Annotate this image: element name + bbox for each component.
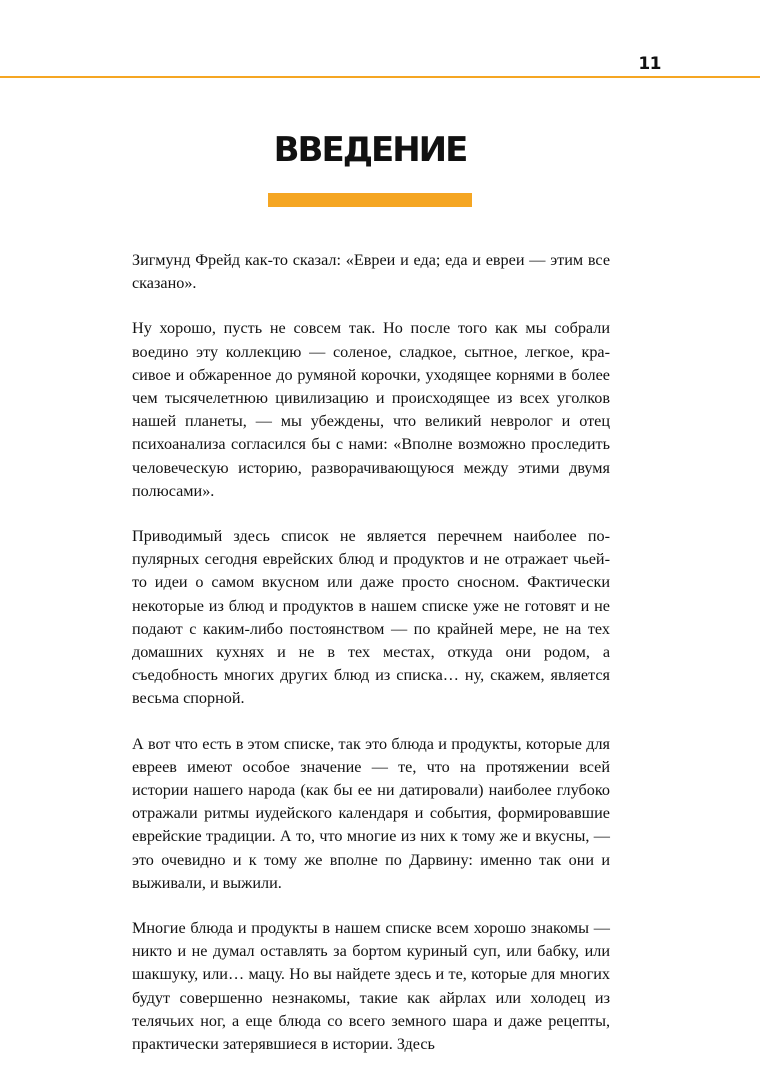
- paragraph: Зигмунд Фрейд как-то сказал: «Евреи и еда; еда и евреи — этим все сказано».: [132, 251, 610, 293]
- page-number: 11: [638, 54, 661, 74]
- header-rule: [0, 76, 760, 78]
- paragraph: Многие блюда и продукты в нашем списке всем хорошо знакомы — никто и не думал оставлять за бортом куриный суп, или бабку, или шакшуку, или… мацу. Но вы найдете здесь и те, которые для многих будут совершенно незнакомы, такие как айрлах или холодец из телячьих ног, а еще блюда со всего земного шара и даже рецепты, практически затерявшиеся в истории. Здесь: [132, 919, 610, 1054]
- paragraph: А вот что есть в этом списке, так это блюда и продукты, которые для евреев имеют особое значение — те, что на протяжении всей истории нашего народа (как бы ее ни датировали) наиболее глубоко отражали ритмы иудейского календаря и события, формировавшие еврейские традиции. А то, что многие из них к тому же и вкусны, — это очевидно и к тому же вполне по Дарвину: именно так они и выживали, и выжили.: [132, 734, 610, 892]
- body-text: [132, 249, 610, 1078]
- paragraph: Ну хорошо, пусть не совсем так. Но после того как мы собрали воедино эту коллекцию — соленое, сладкое, сытное, легкое, красивое и обжаренное до румяной корочки, уходящее корнями в более чем тысячелетнюю цивилизацию и происходящее из всех уголков нашей планеты, — мы убеждены, что великий невролог и отец психоанализа согласился бы с нами: «Вполне возможно проследить человеческую историю, разворачивающуюся между этими двумя полюсами».: [132, 319, 610, 500]
- chapter-title: ВВЕДЕНИЕ: [273, 130, 467, 170]
- title-underline-bar: [268, 193, 472, 207]
- paragraph: Приводимый здесь список не является перечнем наиболее популярных сегодня еврейских блюд и продуктов и не отражает чьей-то идеи о самом вкусном или даже просто сносном. Фактически некоторые из блюд и продуктов в нашем списке уже не готовят и не подают с каким-либо постоянством — по крайней мере, не на тех домашних кухнях и не в тех местах, откуда они родом, а съедобность многих других блюд из списка… ну, скажем, является весьма спорной.: [132, 527, 610, 708]
